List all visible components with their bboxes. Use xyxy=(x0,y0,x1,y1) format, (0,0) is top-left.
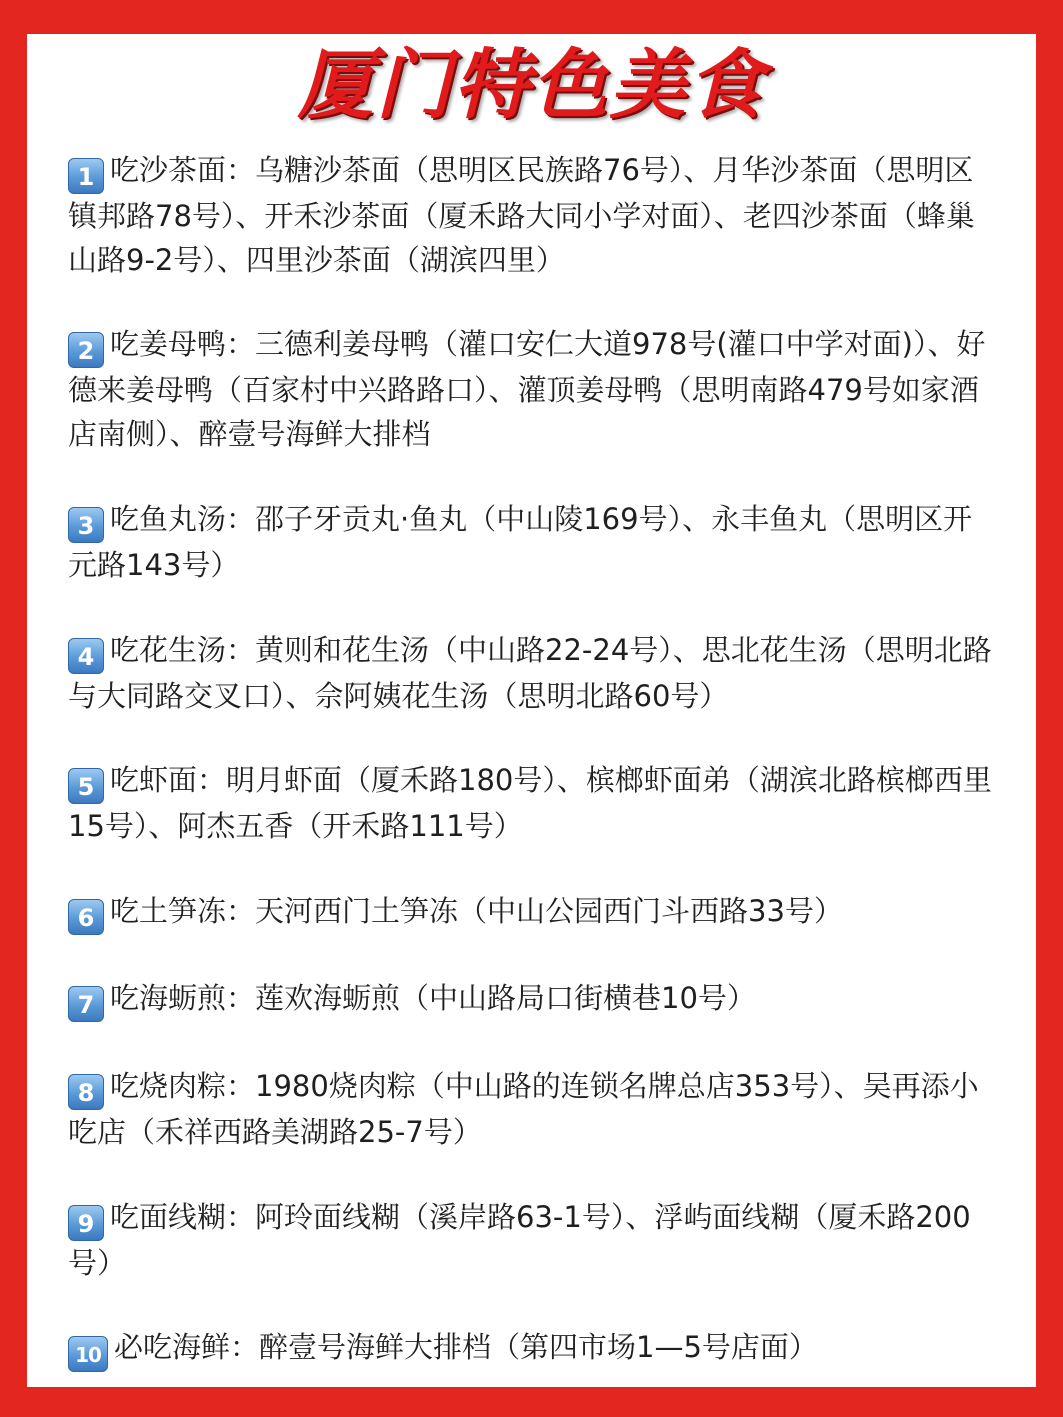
number-8-icon: 8 xyxy=(68,1074,104,1110)
number-9-icon: 9 xyxy=(68,1205,104,1241)
number-5-icon: 5 xyxy=(68,768,104,804)
list-item xyxy=(68,322,998,456)
list-item xyxy=(68,758,998,848)
number-3-icon: 3 xyxy=(68,507,104,543)
list-item-text: 吃海蛎煎：莲欢海蛎煎（中山路局口街横巷10号） xyxy=(110,981,756,1015)
list-item xyxy=(68,1195,998,1285)
list-item xyxy=(68,628,998,718)
list-item-text: 必吃海鲜：醉壹号海鲜大排档（第四市场1—5号店面） xyxy=(114,1330,818,1364)
number-1-icon: 1 xyxy=(68,158,104,194)
list-item xyxy=(68,497,998,587)
list-item-text: 吃烧肉粽：1980烧肉粽（中山路的连锁名牌总店353号）、吴再添小吃店（禾祥西路美湖路25-7号） xyxy=(68,1069,979,1149)
list-item-text: 吃虾面：明月虾面（厦禾路180号）、槟榔虾面弟（湖滨北路槟榔西里15号）、阿杰五香（开禾路111号） xyxy=(68,763,992,843)
page-title: 厦门特色美食 xyxy=(297,40,766,129)
list-item-text: 吃沙茶面：乌糖沙茶面（思明区民族路76号）、月华沙茶面（思明区镇邦路78号）、开禾沙茶面（厦禾路大同小学对面）、老四沙茶面（蜂巢山路9-2号）、四里沙茶面（湖滨四里） xyxy=(68,153,975,277)
number-7-icon: 7 xyxy=(68,986,104,1022)
list-item xyxy=(68,1325,998,1372)
list-item xyxy=(68,148,998,282)
list-item-text: 吃姜母鸭：三德利姜母鸭（灌口安仁大道978号(灌口中学对面)）、好德来姜母鸭（百家村中兴路路口）、灌顶姜母鸭（思明南路479号如家酒店南侧）、醉壹号海鲜大排档 xyxy=(68,327,986,451)
number-2-icon: 2 xyxy=(68,332,104,368)
list-item-text: 吃花生汤：黄则和花生汤（中山路22-24号）、思北花生汤（思明北路与大同路交叉口）、佘阿姨花生汤（思明北路60号） xyxy=(68,633,992,713)
list-item xyxy=(68,889,998,935)
list-item-text: 吃面线糊：阿玲面线糊（溪岸路63-1号）、浮屿面线糊（厦禾路200号） xyxy=(68,1200,971,1280)
list-item xyxy=(68,976,998,1022)
list-item-text: 吃鱼丸汤：邵子牙贡丸·鱼丸（中山陵169号）、永丰鱼丸（思明区开元路143号） xyxy=(68,502,973,582)
list-item-text: 吃土笋冻：天河西门土笋冻（中山公园西门斗西路33号） xyxy=(110,894,843,928)
number-6-icon: 6 xyxy=(68,899,104,935)
number-4-icon: 4 xyxy=(68,638,104,674)
list-item xyxy=(68,1064,998,1154)
number-10-icon: 10 xyxy=(68,1336,108,1372)
